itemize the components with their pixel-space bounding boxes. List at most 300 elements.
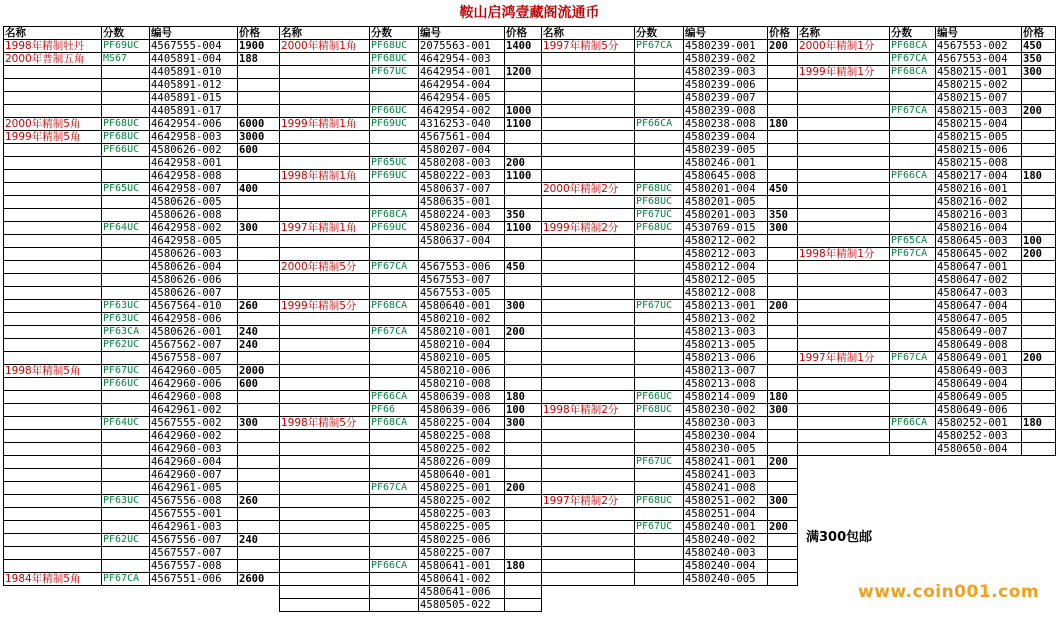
price-cell: 200	[1022, 352, 1056, 365]
coin-name-cell	[542, 417, 635, 430]
coin-name-cell: 2000年精制5分	[280, 261, 370, 274]
serial-number-cell: 4642960-003	[150, 443, 238, 456]
grade-cell: PF68CA	[890, 40, 936, 53]
grade-cell	[102, 248, 150, 261]
grade-cell: PF68UC	[635, 196, 684, 209]
serial-number-cell: 4580215-005	[936, 131, 1022, 144]
serial-number-cell: 4580230-005	[684, 443, 768, 456]
table-row	[542, 248, 798, 261]
coin-name-cell: 1999年精制1角	[280, 118, 370, 131]
serial-number-cell: 4405891-004	[150, 53, 238, 66]
price-cell	[1022, 443, 1056, 456]
table-row	[542, 66, 798, 79]
price-cell	[768, 235, 798, 248]
grade-cell	[890, 430, 936, 443]
table-row	[280, 261, 542, 274]
table-row	[542, 287, 798, 300]
grade-cell	[370, 365, 419, 378]
grade-cell	[635, 261, 684, 274]
serial-number-cell: 4580230-004	[684, 430, 768, 443]
table-row	[542, 300, 798, 313]
grade-cell	[370, 378, 419, 391]
column-header-serial: 编号	[419, 27, 505, 40]
column-header-serial: 编号	[150, 27, 238, 40]
table-row	[280, 508, 542, 521]
table-row	[4, 313, 280, 326]
price-cell: 188	[238, 53, 280, 66]
price-cell	[505, 313, 542, 326]
column-header-name: 名称	[4, 27, 102, 40]
table-row	[542, 53, 798, 66]
serial-number-cell: 4642954-005	[419, 92, 505, 105]
coin-name-cell: 2000年精制2分	[542, 183, 635, 196]
price-cell	[238, 430, 280, 443]
price-cell	[505, 248, 542, 261]
price-cell	[505, 586, 542, 599]
coin-name-cell	[798, 92, 890, 105]
coin-name-cell: 1997年精制5分	[542, 40, 635, 53]
table-row	[798, 157, 1056, 170]
grade-cell	[635, 547, 684, 560]
table-row	[4, 170, 280, 183]
table-row	[542, 157, 798, 170]
serial-number-cell: 4580641-001	[419, 560, 505, 573]
coin-name-cell	[4, 534, 102, 547]
price-cell: 100	[505, 404, 542, 417]
grade-cell: PF66UC	[635, 391, 684, 404]
grade-cell	[890, 92, 936, 105]
grade-cell	[635, 144, 684, 157]
price-cell	[505, 443, 542, 456]
coin-name-cell	[798, 118, 890, 131]
price-cell	[505, 469, 542, 482]
price-cell	[1022, 287, 1056, 300]
coin-name-cell	[798, 365, 890, 378]
coin-name-cell	[280, 53, 370, 66]
table-row	[4, 222, 280, 235]
table-row	[798, 313, 1056, 326]
price-cell: 1200	[505, 66, 542, 79]
coin-name-cell	[4, 183, 102, 196]
serial-number-cell: 4567557-007	[150, 547, 238, 560]
grade-cell	[370, 547, 419, 560]
serial-number-cell: 4580649-004	[936, 378, 1022, 391]
serial-number-cell: 4567564-010	[150, 300, 238, 313]
grade-cell: PF64UC	[102, 417, 150, 430]
coin-name-cell	[798, 209, 890, 222]
serial-number-cell: 4580230-002	[684, 404, 768, 417]
coin-name-cell	[4, 313, 102, 326]
price-cell	[768, 430, 798, 443]
column-header-grade: 分数	[102, 27, 150, 40]
price-cell	[768, 274, 798, 287]
price-cell: 240	[238, 339, 280, 352]
price-cell	[238, 261, 280, 274]
table-row	[798, 131, 1056, 144]
serial-number-cell: 4580224-003	[419, 209, 505, 222]
grade-cell: PF68UC	[102, 118, 150, 131]
grade-cell: PF67CA	[370, 326, 419, 339]
price-cell	[768, 469, 798, 482]
grade-cell	[102, 235, 150, 248]
price-cell	[768, 131, 798, 144]
coin-name-cell	[542, 391, 635, 404]
coin-name-cell	[798, 300, 890, 313]
price-cell	[768, 144, 798, 157]
price-cell: 180	[505, 391, 542, 404]
price-cell: 300	[768, 495, 798, 508]
coin-name-cell	[4, 144, 102, 157]
coin-name-cell	[542, 365, 635, 378]
coin-name-cell	[4, 560, 102, 573]
serial-number-cell: 4580215-001	[936, 66, 1022, 79]
table-row	[4, 365, 280, 378]
serial-number-cell: 4580213-002	[684, 313, 768, 326]
serial-number-cell: 4642958-003	[150, 131, 238, 144]
price-cell	[768, 92, 798, 105]
serial-number-cell: 4580239-007	[684, 92, 768, 105]
coin-name-cell	[4, 391, 102, 404]
coin-name-cell	[542, 66, 635, 79]
table-row	[798, 404, 1056, 417]
table-row	[798, 365, 1056, 378]
grade-cell	[890, 118, 936, 131]
serial-number-cell: 4580213-008	[684, 378, 768, 391]
table-row	[542, 456, 798, 469]
table-row	[542, 209, 798, 222]
table-row	[280, 560, 542, 573]
coin-name-cell	[798, 339, 890, 352]
coin-name-cell	[280, 469, 370, 482]
grade-cell	[102, 469, 150, 482]
table-row	[280, 430, 542, 443]
price-cell	[505, 508, 542, 521]
serial-number-cell: 4580649-008	[936, 339, 1022, 352]
coin-name-cell	[542, 287, 635, 300]
serial-number-cell: 4580647-002	[936, 274, 1022, 287]
table-row	[280, 170, 542, 183]
price-cell	[768, 105, 798, 118]
coin-name-cell	[280, 443, 370, 456]
grade-cell: PF67UC	[635, 456, 684, 469]
price-table-block-2	[279, 26, 542, 612]
price-cell: 450	[768, 183, 798, 196]
serial-number-cell: 4580640-001	[419, 469, 505, 482]
grade-cell: PF66UC	[102, 144, 150, 157]
column-header-price: 价格	[238, 27, 280, 40]
page-title: 鞍山启鸿壹藏阁流通币	[459, 5, 600, 21]
serial-number-cell: 4642958-006	[150, 313, 238, 326]
grade-cell	[890, 144, 936, 157]
serial-number-cell: 4567551-006	[150, 573, 238, 586]
price-cell: 1100	[505, 222, 542, 235]
table-row	[280, 157, 542, 170]
coin-name-cell	[280, 495, 370, 508]
serial-number-cell: 4580645-003	[936, 235, 1022, 248]
table-row	[542, 391, 798, 404]
serial-number-cell: 4580213-001	[684, 300, 768, 313]
serial-number-cell: 4642960-005	[150, 365, 238, 378]
coin-name-cell	[798, 417, 890, 430]
coin-name-cell	[542, 508, 635, 521]
serial-number-cell: 4642960-007	[150, 469, 238, 482]
grade-cell: PF67UC	[635, 209, 684, 222]
column-header-grade: 分数	[370, 27, 419, 40]
grade-cell	[635, 378, 684, 391]
coin-name-cell	[542, 131, 635, 144]
grade-cell	[890, 183, 936, 196]
serial-number-cell: 4580626-007	[150, 287, 238, 300]
table-row	[280, 547, 542, 560]
coin-name-cell	[280, 586, 370, 599]
grade-cell	[102, 352, 150, 365]
coin-name-cell	[4, 326, 102, 339]
serial-number-cell: 4580647-005	[936, 313, 1022, 326]
coin-name-cell: 1998年精制5分	[280, 417, 370, 430]
serial-number-cell: 4580225-001	[419, 482, 505, 495]
grade-cell: PF67CA	[890, 248, 936, 261]
coin-name-cell	[542, 170, 635, 183]
price-cell	[768, 560, 798, 573]
serial-number-cell: 4580225-003	[419, 508, 505, 521]
coin-name-cell	[280, 66, 370, 79]
price-cell	[505, 287, 542, 300]
serial-number-cell: 4580647-001	[936, 261, 1022, 274]
table-row	[280, 326, 542, 339]
serial-number-cell: 4642958-001	[150, 157, 238, 170]
serial-number-cell: 4580626-006	[150, 274, 238, 287]
grade-cell	[370, 456, 419, 469]
coin-name-cell	[4, 170, 102, 183]
coin-name-cell	[542, 326, 635, 339]
price-cell	[768, 170, 798, 183]
price-cell	[238, 196, 280, 209]
grade-cell	[890, 157, 936, 170]
grade-cell	[370, 495, 419, 508]
grade-cell	[890, 339, 936, 352]
serial-number-cell: 4580213-007	[684, 365, 768, 378]
serial-number-cell: 4580251-004	[684, 508, 768, 521]
serial-number-cell: 4580239-008	[684, 105, 768, 118]
serial-number-cell: 4580626-008	[150, 209, 238, 222]
price-cell	[768, 261, 798, 274]
price-cell	[768, 573, 798, 586]
coin-name-cell	[280, 326, 370, 339]
grade-cell	[102, 456, 150, 469]
price-cell: 200	[768, 521, 798, 534]
serial-number-cell: 4567556-007	[150, 534, 238, 547]
coin-name-cell	[542, 53, 635, 66]
price-cell	[1022, 261, 1056, 274]
table-row	[798, 209, 1056, 222]
serial-number-cell: 4580201-004	[684, 183, 768, 196]
price-cell: 350	[1022, 53, 1056, 66]
price-cell	[1022, 300, 1056, 313]
price-cell	[505, 352, 542, 365]
grade-cell	[370, 144, 419, 157]
grade-cell	[370, 131, 419, 144]
serial-number-cell: 4580210-005	[419, 352, 505, 365]
coin-name-cell	[280, 92, 370, 105]
coin-name-cell	[280, 144, 370, 157]
table-row	[280, 352, 542, 365]
coin-name-cell	[280, 287, 370, 300]
serial-number-cell: 4642960-006	[150, 378, 238, 391]
coin-name-cell: 2000年普制五角	[4, 53, 102, 66]
coin-name-cell	[280, 547, 370, 560]
price-cell	[768, 547, 798, 560]
table-row	[542, 92, 798, 105]
serial-number-cell: 4580639-008	[419, 391, 505, 404]
table-row	[280, 105, 542, 118]
price-cell: 2000	[238, 365, 280, 378]
coin-name-cell	[798, 157, 890, 170]
serial-number-cell: 4567555-004	[150, 40, 238, 53]
serial-number-cell: 4580626-005	[150, 196, 238, 209]
price-cell: 200	[505, 482, 542, 495]
price-cell	[505, 196, 542, 209]
price-cell	[505, 430, 542, 443]
grade-cell: PF69UC	[102, 40, 150, 53]
grade-cell	[370, 573, 419, 586]
table-row	[280, 183, 542, 196]
coin-name-cell	[542, 469, 635, 482]
grade-cell	[370, 92, 419, 105]
serial-number-cell: 4642954-004	[419, 79, 505, 92]
grade-cell	[635, 79, 684, 92]
coin-name-cell	[4, 196, 102, 209]
grade-cell	[102, 157, 150, 170]
table-row	[280, 222, 542, 235]
price-table-block-1	[3, 26, 280, 586]
serial-number-cell: 4580637-007	[419, 183, 505, 196]
coin-name-cell	[542, 79, 635, 92]
grade-cell	[635, 157, 684, 170]
table-row	[280, 209, 542, 222]
table-row	[4, 79, 280, 92]
coin-name-cell	[4, 66, 102, 79]
price-cell	[505, 339, 542, 352]
serial-number-cell: 4580215-003	[936, 105, 1022, 118]
grade-cell	[635, 66, 684, 79]
grade-cell	[370, 430, 419, 443]
serial-number-cell: 4580239-005	[684, 144, 768, 157]
table-row	[280, 573, 542, 586]
price-cell: 200	[505, 157, 542, 170]
column-header-name: 名称	[542, 27, 635, 40]
serial-number-cell: 4580215-008	[936, 157, 1022, 170]
coin-name-cell	[542, 378, 635, 391]
table-row	[542, 469, 798, 482]
price-cell	[1022, 92, 1056, 105]
table-row	[798, 92, 1056, 105]
grade-cell	[635, 248, 684, 261]
price-cell: 2600	[238, 573, 280, 586]
grade-cell	[635, 469, 684, 482]
table-row	[280, 118, 542, 131]
serial-number-cell: 4580650-004	[936, 443, 1022, 456]
price-cell: 240	[238, 326, 280, 339]
price-cell	[238, 482, 280, 495]
price-cell: 180	[1022, 170, 1056, 183]
serial-number-cell: 4580649-001	[936, 352, 1022, 365]
price-cell: 300	[1022, 66, 1056, 79]
grade-cell	[102, 508, 150, 521]
grade-cell: PF65UC	[102, 183, 150, 196]
price-cell	[238, 391, 280, 404]
coin-name-cell: 1999年精制1分	[798, 66, 890, 79]
price-cell	[505, 274, 542, 287]
coin-name-cell	[798, 443, 890, 456]
coin-name-cell	[542, 573, 635, 586]
coin-name-cell	[280, 196, 370, 209]
price-cell	[768, 378, 798, 391]
table-row	[280, 313, 542, 326]
table-row	[4, 300, 280, 313]
grade-cell: PF64UC	[102, 222, 150, 235]
coin-name-cell	[542, 339, 635, 352]
coin-name-cell	[4, 300, 102, 313]
serial-number-cell: 4580240-005	[684, 573, 768, 586]
grade-cell: PF67CA	[890, 105, 936, 118]
coin-name-cell: 1997年精制1角	[280, 222, 370, 235]
grade-cell	[635, 53, 684, 66]
coin-name-cell	[280, 209, 370, 222]
serial-number-cell: 4580214-009	[684, 391, 768, 404]
table-row	[542, 339, 798, 352]
coin-name-cell: 1997年精制1分	[798, 352, 890, 365]
table-row	[4, 157, 280, 170]
grade-cell: PF66CA	[370, 391, 419, 404]
coin-name-cell	[542, 430, 635, 443]
table-row	[798, 144, 1056, 157]
serial-number-cell: 4580239-002	[684, 53, 768, 66]
coin-name-cell	[280, 534, 370, 547]
coin-name-cell	[4, 222, 102, 235]
table-row	[798, 40, 1056, 53]
price-cell	[1022, 326, 1056, 339]
coin-name-cell	[280, 339, 370, 352]
table-row	[542, 170, 798, 183]
serial-number-cell: 4580225-006	[419, 534, 505, 547]
table-row	[4, 248, 280, 261]
serial-number-cell: 4580252-001	[936, 417, 1022, 430]
price-cell	[1022, 391, 1056, 404]
coin-name-cell	[4, 79, 102, 92]
grade-cell	[102, 560, 150, 573]
price-cell	[238, 235, 280, 248]
grade-cell	[370, 508, 419, 521]
coin-name-cell	[798, 404, 890, 417]
grade-cell: PF69UC	[370, 222, 419, 235]
price-cell	[505, 365, 542, 378]
table-row	[4, 352, 280, 365]
price-cell: 600	[238, 144, 280, 157]
price-cell: 200	[1022, 248, 1056, 261]
coin-name-cell	[798, 261, 890, 274]
serial-number-cell: 4580201-003	[684, 209, 768, 222]
coin-name-cell	[542, 313, 635, 326]
price-cell	[768, 534, 798, 547]
grade-cell: PF68UC	[370, 40, 419, 53]
price-cell	[768, 443, 798, 456]
grade-cell	[635, 339, 684, 352]
table-row	[798, 235, 1056, 248]
table-row	[542, 404, 798, 417]
header-row	[4, 27, 280, 40]
price-cell	[238, 547, 280, 560]
table-row	[4, 326, 280, 339]
